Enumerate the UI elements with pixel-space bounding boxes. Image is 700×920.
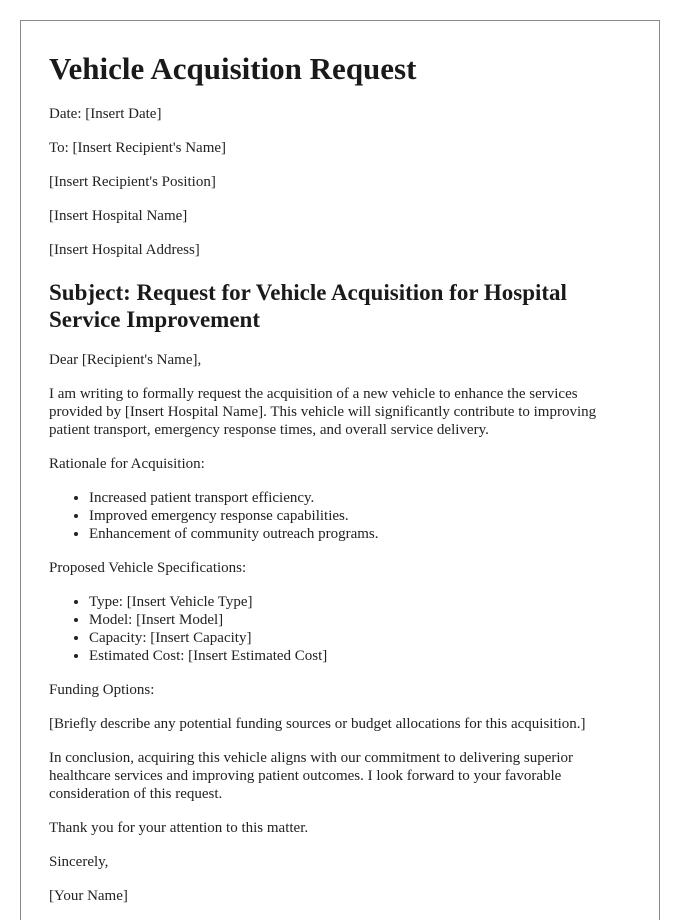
signature-line: [Your Name] — [49, 888, 128, 904]
date-line: Date: [Insert Date] — [49, 106, 162, 122]
conclusion-paragraph: In conclusion, acquiring this vehicle aligns with our commitment to delivering superior healthcare services and improving patient outcomes. I look forward to your favorable consideration of this request. — [49, 750, 574, 802]
list-item: • Improved emergency response capabilities. — [89, 507, 631, 525]
specs-heading: Proposed Vehicle Specifications: — [49, 560, 247, 576]
specs-list — [49, 593, 631, 665]
funding-heading: Funding Options: — [49, 682, 155, 698]
recipient-position-line: [Insert Recipient's Position] — [49, 174, 216, 190]
closing-line: Sincerely, — [49, 854, 109, 870]
letter-page — [20, 20, 660, 920]
list-item: • Increased patient transport efficiency. — [89, 489, 631, 507]
list-item: • Capacity: [Insert Capacity] — [89, 629, 631, 647]
list-item: • Model: [Insert Model] — [89, 611, 631, 629]
salutation: Dear [Recipient's Name], — [49, 352, 202, 368]
list-item: • Estimated Cost: [Insert Estimated Cost] — [89, 647, 631, 665]
intro-paragraph: I am writing to formally request the acquisition of a new vehicle to enhance the services provided by [Insert Hospital Name]. This vehicle will significantly contribute to improving patient transport, emergency response times, and overall service delivery. — [49, 386, 597, 438]
rationale-heading: Rationale for Acquisition: — [49, 456, 205, 472]
funding-paragraph: [Briefly describe any potential funding sources or budget allocations for this acquisition.] — [49, 716, 586, 732]
recipient-name-line: To: [Insert Recipient's Name] — [49, 140, 227, 156]
thanks-line: Thank you for your attention to this matter. — [49, 820, 309, 836]
hospital-address-line: [Insert Hospital Address] — [49, 242, 200, 258]
rationale-list — [49, 489, 631, 543]
hospital-name-line: [Insert Hospital Name] — [49, 208, 188, 224]
subject-heading: Subject: Request for Vehicle Acquisition for Hospital Service Improvement — [49, 280, 567, 332]
list-item: • Enhancement of community outreach programs. — [89, 525, 631, 543]
letter-title: Vehicle Acquisition Request — [49, 51, 417, 86]
list-item: • Type: [Insert Vehicle Type] — [89, 593, 631, 611]
